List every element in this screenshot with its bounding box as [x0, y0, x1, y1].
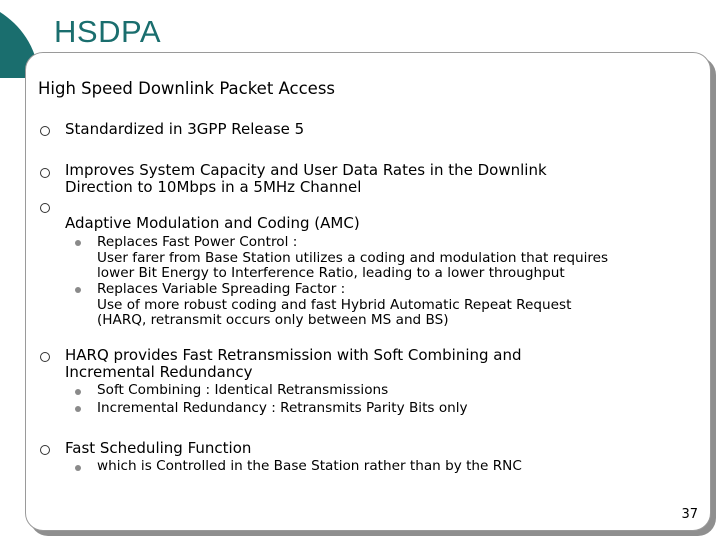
slide-subtitle: High Speed Downlink Packet Access — [38, 79, 336, 98]
sub-bullet-text: Replaces Fast Power Control : User farer from Base Station utilizes a coding and modulation that requires lower Bit Energy to Interference Ratio, leading to a lower throughput — [97, 234, 609, 281]
sub-bullet-icon — [75, 406, 81, 412]
sub-bullet-text: which is Controlled in the Base Station rather than by the RNC — [97, 458, 522, 474]
bullet-text: HARQ provides Fast Retransmission with Soft Combining and Incremental Redundancy — [65, 346, 522, 381]
sub-bullet-icon — [75, 389, 81, 395]
bullet-text: Improves System Capacity and User Data Rates in the Downlink Direction to 10Mbps in a 5MHz Channel — [65, 161, 547, 196]
bullet-text: Standardized in 3GPP Release 5 — [65, 120, 305, 138]
sub-bullet-text: Incremental Redundancy : Retransmits Parity Bits only — [97, 400, 468, 416]
bullet-text: Adaptive Modulation and Coding (AMC) — [65, 214, 360, 232]
bullet-icon — [40, 203, 50, 213]
bullet-text: Fast Scheduling Function — [65, 439, 252, 457]
bullet-icon — [40, 352, 50, 362]
slide-title: HSDPA — [54, 14, 162, 49]
sub-bullet-icon — [75, 240, 81, 246]
bullet-icon — [40, 445, 50, 455]
sub-bullet-text: Replaces Variable Spreading Factor : Use of more robust coding and fast Hybrid Automatic Repeat Request (HARQ, retransmit occurs only between MS and BS) — [97, 281, 572, 328]
bullet-icon — [40, 126, 50, 136]
page-number: 37 — [681, 507, 698, 522]
bullet-icon — [40, 168, 50, 178]
sub-bullet-icon — [75, 465, 81, 471]
sub-bullet-text: Soft Combining : Identical Retransmissions — [97, 382, 389, 398]
sub-bullet-icon — [75, 287, 81, 293]
